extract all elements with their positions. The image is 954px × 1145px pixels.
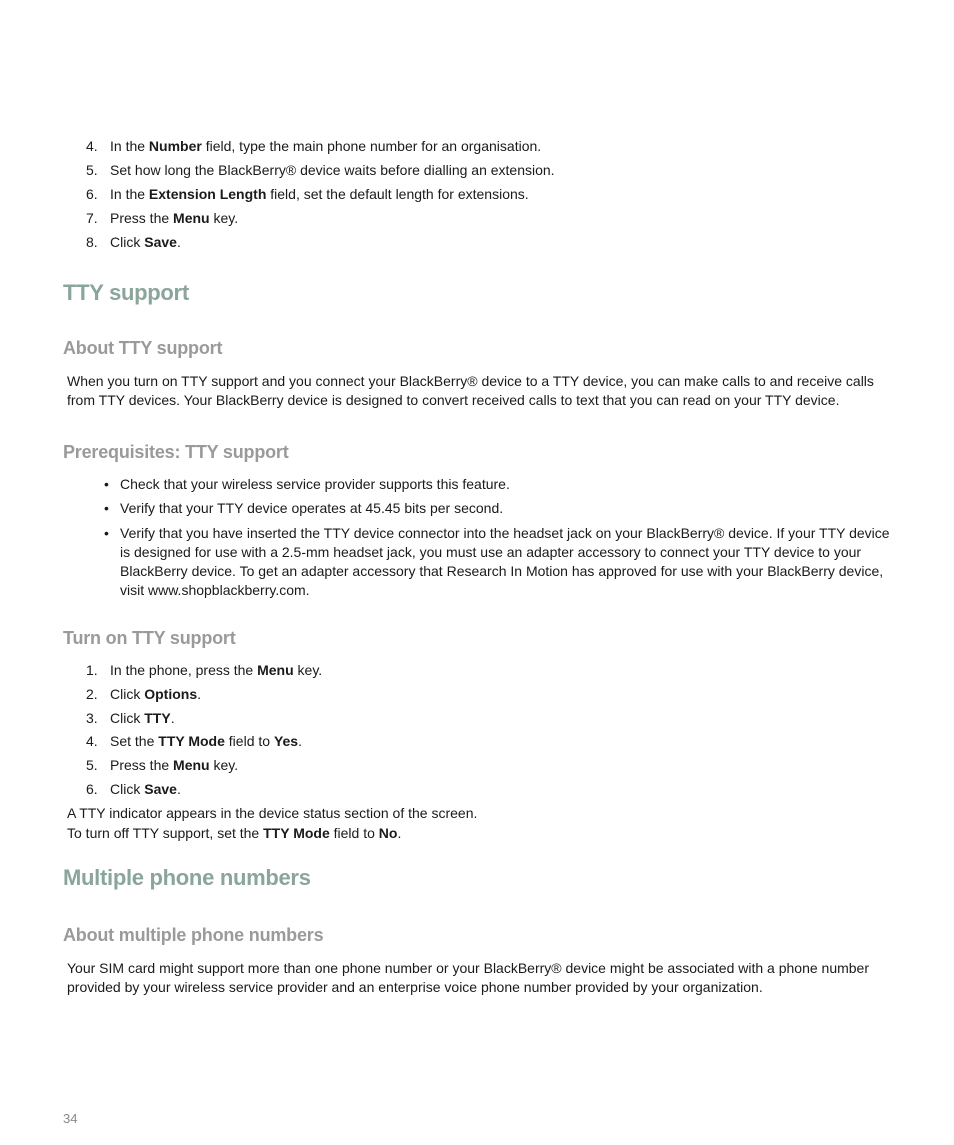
step-item: 5. Press the Menu key. <box>86 757 239 773</box>
indicator-note: A TTY indicator appears in the device status section of the screen. <box>67 805 478 821</box>
heading-prerequisites-tty: Prerequisites: TTY support <box>63 442 289 462</box>
paragraph-about-tty: When you turn on TTY support and you connect your BlackBerry® device to a TTY device, you can make calls to and receive calls from TTY devices. Your BlackBerry device is designed to convert received calls to text that you can read on your TTY device. <box>67 373 874 408</box>
step-item: 6. In the Extension Length field, set the default length for extensions. <box>86 186 529 202</box>
heading-about-multiple-numbers: About multiple phone numbers <box>63 925 324 945</box>
step-item: 5. Set how long the BlackBerry® device waits before dialling an extension. <box>86 162 555 178</box>
section-title-tty: TTY support <box>63 280 189 305</box>
bullet-item: • Verify that you have inserted the TTY device connector into the headset jack on your BlackBerry® device. If your TTY device is designed for use with a 2.5-mm headset jack, you must use an adapter accessory to connect your TTY device to your BlackBerry device. To get an adapter accessory that Research In Motion has approved for use with your BlackBerry device, visit www.shopblackberry.com. <box>104 525 890 598</box>
bullet-icon: • <box>104 476 109 492</box>
heading-about-tty: About TTY support <box>63 338 223 358</box>
bullet-icon: • <box>104 500 109 516</box>
bullet-item: • Verify that your TTY device operates at 45.45 bits per second. <box>104 500 504 516</box>
heading-turn-on-tty: Turn on TTY support <box>63 628 236 648</box>
step-item: 3. Click TTY. <box>86 710 175 726</box>
page-number: 34 <box>63 1111 78 1126</box>
step-item: 4. Set the TTY Mode field to Yes. <box>86 733 302 749</box>
step-item: 7. Press the Menu key. <box>86 210 239 226</box>
step-item: 2. Click Options. <box>86 686 202 702</box>
turn-off-note: To turn off TTY support, set the TTY Mode field to No. <box>67 825 402 841</box>
step-item: 1. In the phone, press the Menu key. <box>86 662 323 678</box>
step-item: 6. Click Save. <box>86 781 181 797</box>
step-item: 8. Click Save. <box>86 234 181 250</box>
step-item: 4. In the Number field, type the main phone number for an organisation. <box>86 138 542 154</box>
bullet-icon: • <box>104 525 109 541</box>
section-title-multiple-numbers: Multiple phone numbers <box>63 865 311 890</box>
paragraph-about-multiple-numbers: Your SIM card might support more than one phone number or your BlackBerry® device might be associated with a phone number provided by your wireless service provider and an enterprise voice phone number provided by your organization. <box>67 960 870 995</box>
bullet-item: • Check that your wireless service provider supports this feature. <box>104 476 510 492</box>
